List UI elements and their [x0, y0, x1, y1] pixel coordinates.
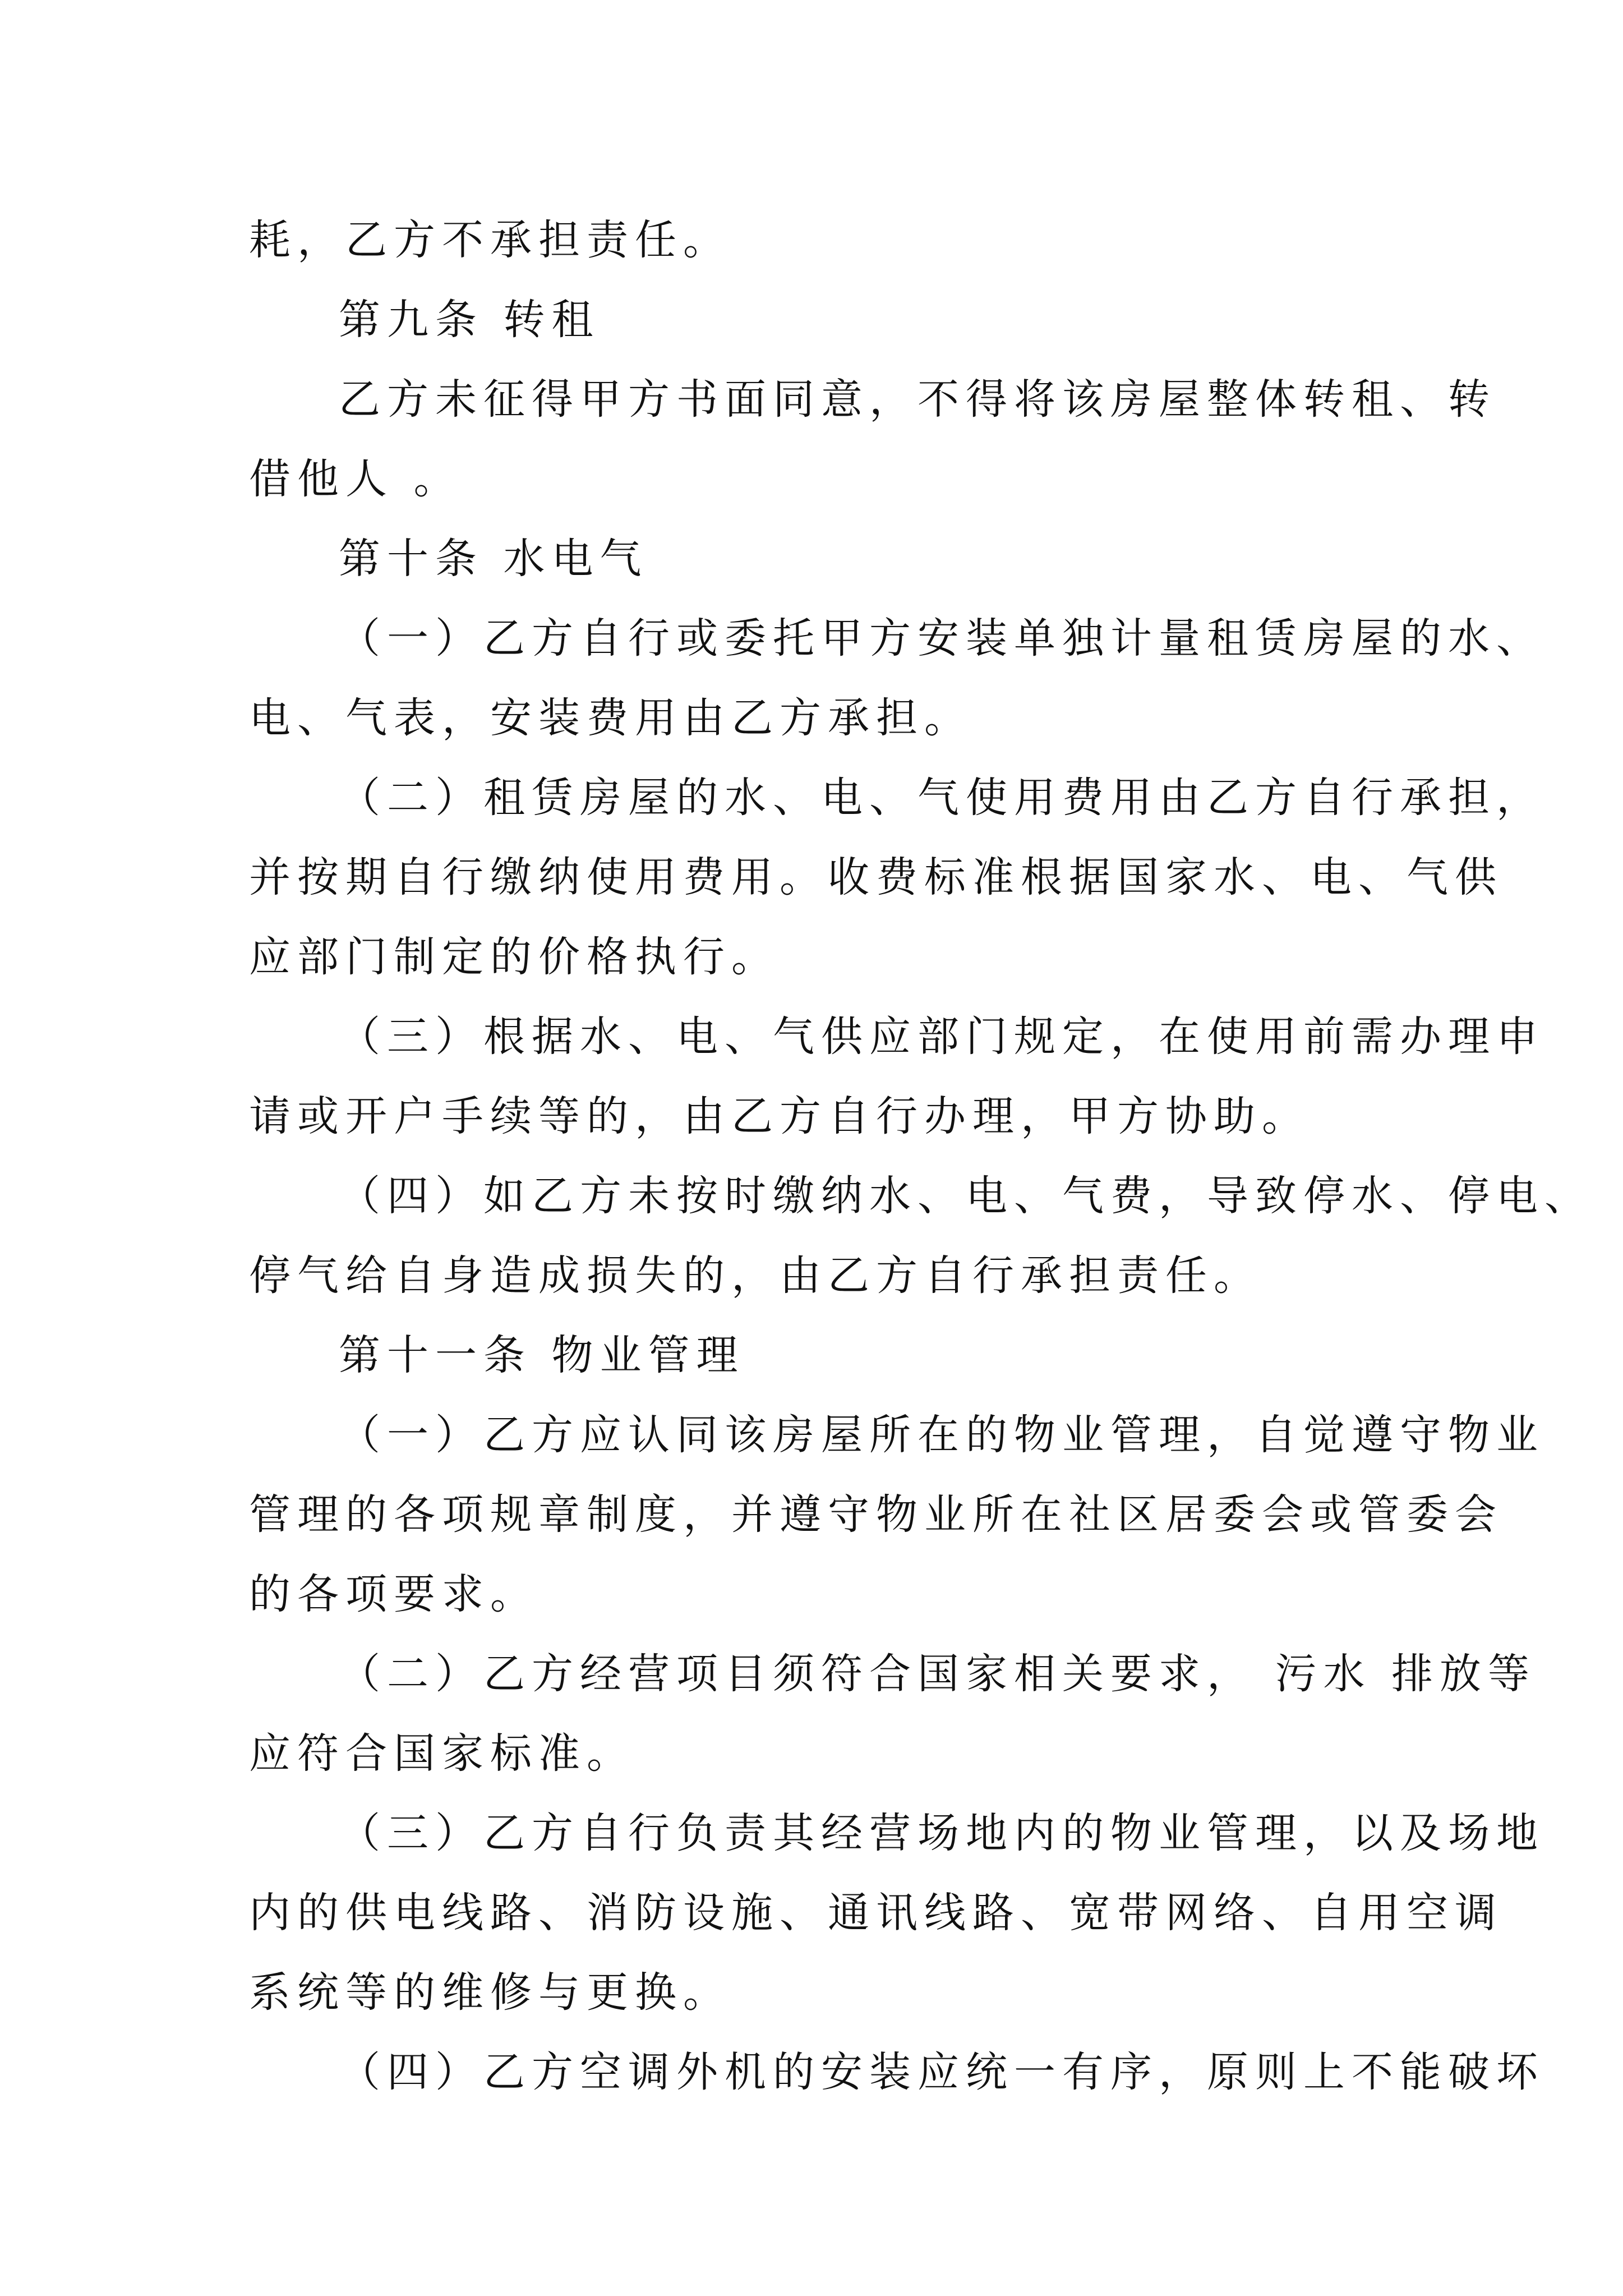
- text-line: 借他人 。: [249, 455, 462, 503]
- article-heading: 第十一条 物业管理: [339, 1331, 745, 1379]
- text-line: （一）乙方应认同该房屋所在的物业管理，自觉遵守物业: [339, 1411, 1544, 1459]
- text-line: 停气给自身造成损失的，由乙方自行承担责任。: [249, 1251, 1262, 1300]
- text-line: （四）如乙方未按时缴纳水、电、气费，导致停水、停电、: [339, 1172, 1593, 1220]
- text-line: （一）乙方自行或委托甲方安装单独计量租赁房屋的水、: [339, 614, 1544, 662]
- text-line: 应符合国家标准。: [249, 1729, 635, 1778]
- text-line: 系统等的维修与更换。: [249, 1968, 731, 2017]
- article-heading: 第十条 水电气: [339, 535, 648, 583]
- text-line: 的各项要求。: [249, 1570, 538, 1618]
- text-line: 管理的各项规章制度，并遵守物业所在社区居委会或管委会: [249, 1490, 1503, 1539]
- text-line: （二）租赁房屋的水、电、气使用费用由乙方自行承担，: [339, 774, 1544, 822]
- text-line: 内的供电线路、消防设施、通讯线路、宽带网络、自用空调: [249, 1889, 1503, 1937]
- text-line: 应部门制定的价格执行。: [249, 933, 780, 981]
- text-line: （二）乙方经营项目须符合国家相关要求， 污水 排放等: [339, 1650, 1537, 1698]
- text-line: （三）根据水、电、气供应部门规定，在使用前需办理申: [339, 1013, 1544, 1061]
- text-line: （三）乙方自行负责其经营场地内的物业管理，以及场地: [339, 1809, 1544, 1857]
- text-line: 耗，乙方不承担责任。: [249, 216, 731, 264]
- text-line: 并按期自行缴纳使用费用。收费标准根据国家水、电、气供: [249, 853, 1503, 901]
- article-heading: 第九条 转租: [339, 296, 600, 344]
- text-line: 电、气表，安装费用由乙方承担。: [249, 694, 972, 742]
- text-line: （四）乙方空调外机的安装应统一有序，原则上不能破坏: [339, 2048, 1544, 2096]
- text-line: 乙方未征得甲方书面同意，不得将该房屋整体转租、转: [339, 375, 1496, 424]
- text-line: 请或开户手续等的，由乙方自行办理，甲方协助。: [249, 1092, 1310, 1140]
